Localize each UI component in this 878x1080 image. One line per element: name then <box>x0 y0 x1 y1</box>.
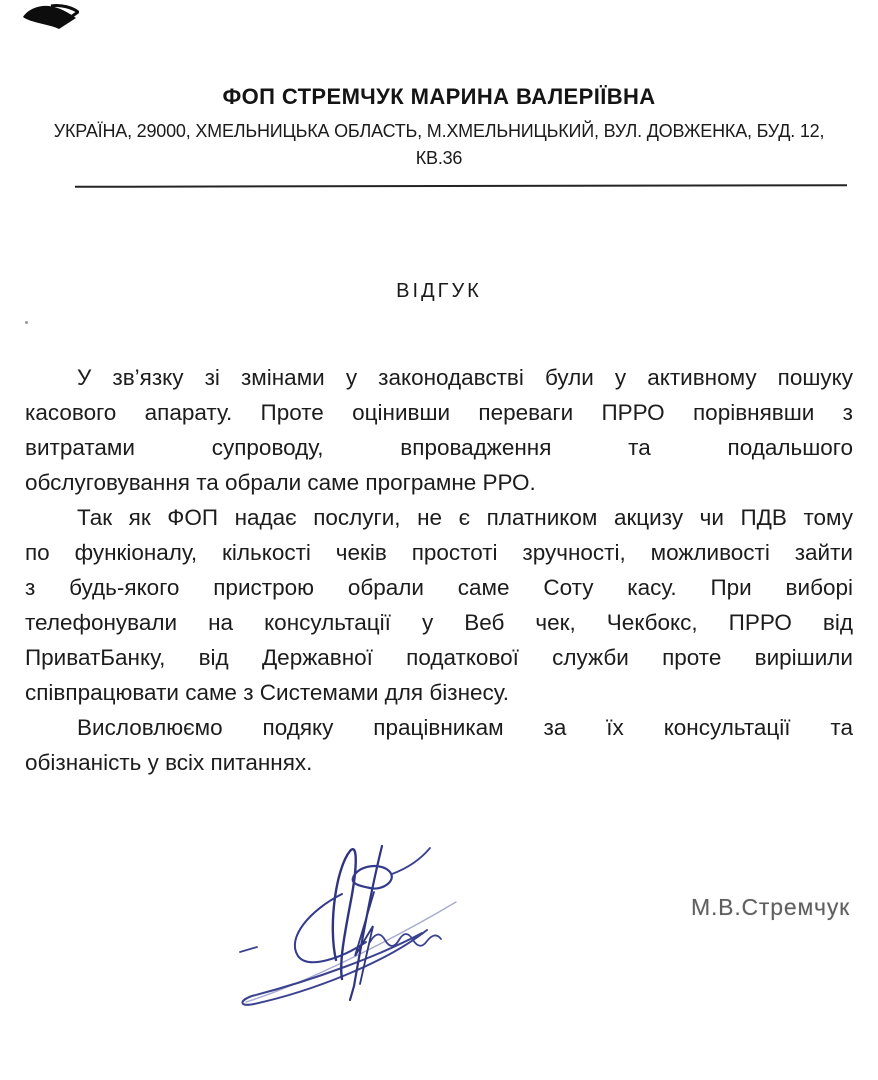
text-line: співпрацювати саме з Системами для бізнесу. <box>25 680 510 705</box>
text-line: касового апарату. Проте оцінивши переваги ПРРО порівнявши з <box>25 400 853 425</box>
address-line-2: КВ.36 <box>415 148 463 168</box>
paragraph <box>25 360 853 500</box>
scan-speck <box>25 321 28 324</box>
paragraph <box>25 500 853 710</box>
paragraph <box>25 710 853 780</box>
document-title: ВІДГУК <box>396 280 482 302</box>
signature-image <box>224 834 464 1016</box>
scan-mark-icon <box>21 3 79 31</box>
text-line: по функіоналу, кількості чеків простоті зручності, можливості зайти <box>25 540 853 565</box>
text-line: У зв’язку зі змінами у законодавстві були у активному пошуку <box>77 365 853 390</box>
text-line: обслуговування та обрали саме програмне РРО. <box>25 470 536 495</box>
address-line-1: УКРАЇНА, 29000, ХМЕЛЬНИЦЬКА ОБЛАСТЬ, М.ХМЕЛЬНИЦЬКИЙ, ВУЛ. ДОВЖЕНКА, БУД. 12, <box>53 121 825 141</box>
letterhead <box>0 84 878 172</box>
text-line: обізнаність у всіх питаннях. <box>25 750 313 775</box>
text-line: витратами супроводу, впровадження та подальшого <box>25 435 853 460</box>
text-line: Так як ФОП надає послуги, не є платником акцизу чи ПДВ тому <box>77 505 853 530</box>
text-line: Висловлюємо подяку працівникам за їх консультації та <box>77 715 853 740</box>
company-name: ФОП СТРЕМЧУК МАРИНА ВАЛЕРІЇВНА <box>222 84 656 109</box>
text-line: ПриватБанку, від Державної податкової служби проте вирішили <box>25 645 853 670</box>
body-text <box>25 360 853 780</box>
text-line: з будь-якого пристрою обрали саме Соту касу. При виборі <box>25 575 853 600</box>
signatory-name: М.В.Стремчук <box>691 894 850 920</box>
text-line: телефонували на консультації у Веб чек, Чекбокс, ПРРО від <box>25 610 853 635</box>
header-divider <box>75 184 847 188</box>
